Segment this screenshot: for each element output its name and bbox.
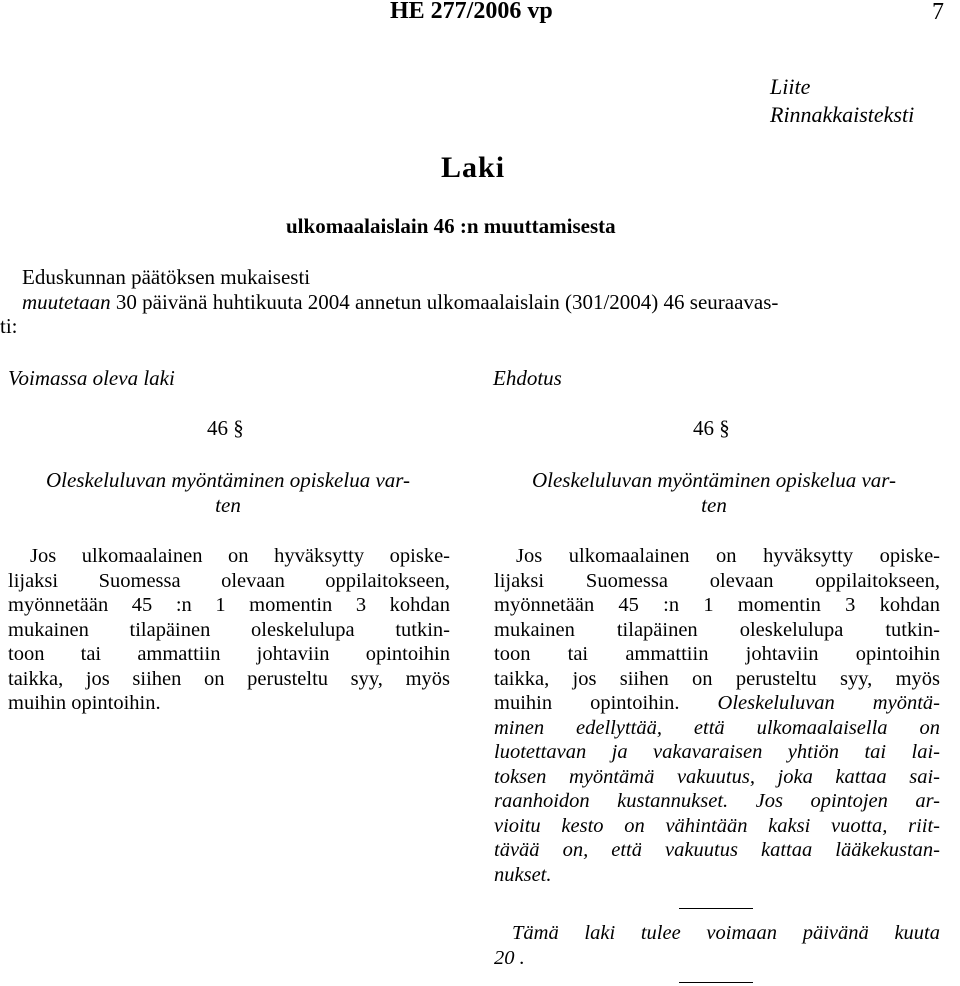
- right-body-amendment: raanhoidon kustannukset.: [494, 790, 729, 812]
- left-body-line: muihin opintoihin.: [8, 692, 161, 714]
- entry-into-force-line-2: 20 .: [494, 946, 525, 969]
- entry-into-force-line-1: Tämä laki tulee voimaan päivänä kuuta: [512, 922, 940, 944]
- right-body-line: Jos ulkomaalainen on hyväksytty opiske-: [516, 545, 940, 567]
- left-section-title: [8, 468, 448, 518]
- right-body-line: taikka, jos siihen on perusteltu syy, myös: [494, 667, 940, 690]
- right-body-line-mixed: [494, 789, 940, 814]
- left-body-line: mukainen tilapäinen oleskelulupa tutkin-: [8, 618, 450, 641]
- left-section-title-line-1: Oleskeluluvan myöntäminen opiskelua var-: [45, 468, 411, 492]
- right-body-amendment-line: minen edellyttää, että ulkomaalaisella on: [494, 716, 940, 739]
- right-body-line: myönnetään 45 :n 1 momentin 3 kohdan: [494, 594, 940, 616]
- right-column-body: [494, 544, 940, 887]
- left-body-line: toon tai ammattiin johtaviin opintoihin: [8, 643, 450, 665]
- intro-line-2: [22, 290, 778, 314]
- intro-line-2-text: 30 päivänä huhtikuuta 2004 annetun ulkomaalaislain (301/2004) 46 seuraavas-: [110, 290, 779, 314]
- right-body-amendment: Jos opintojen ar-: [728, 790, 940, 812]
- right-section-title-line-2: ten: [701, 493, 727, 517]
- left-body-line: myönnetään 45 :n 1 momentin 3 kohdan: [8, 594, 450, 616]
- intro-line-3: ti:: [0, 314, 18, 338]
- intro-line-1: Eduskunnan päätöksen mukaisesti: [22, 265, 311, 289]
- right-body-line: mukainen tilapäinen oleskelulupa tutkin-: [494, 618, 940, 641]
- left-body-line: Jos ulkomaalainen on hyväksytty opiske-: [30, 545, 450, 567]
- right-section-title-line-1: Oleskeluluvan myöntäminen opiskelua var-: [531, 468, 897, 492]
- right-column-heading: Ehdotus: [493, 366, 562, 390]
- page-number: 7: [932, 0, 944, 25]
- appendix-label: [770, 73, 914, 129]
- right-body-amendment-line: toksen myöntämä vakuutus, joka kattaa sai-: [494, 765, 940, 788]
- right-body-amendment-line: luotettavan ja vakavaraisen yhtiön tai lai-: [494, 741, 940, 763]
- law-title: Laki: [441, 151, 506, 184]
- right-body-plain: muihin opintoihin.: [494, 692, 718, 714]
- entry-into-force: [494, 921, 940, 970]
- right-section-number: 46 §: [693, 416, 730, 440]
- left-section-title-line-2: ten: [215, 493, 241, 517]
- right-body-amendment: Oleskeluluvan myöntä-: [717, 692, 940, 714]
- intro-verb: muutetaan: [22, 290, 111, 314]
- right-body-line: lijaksi Suomessa olevaan oppilaitokseen,: [494, 569, 940, 592]
- left-body-line: lijaksi Suomessa olevaan oppilaitokseen,: [8, 569, 450, 592]
- separator-rule-top: [679, 908, 753, 909]
- appendix-line-1: Liite: [770, 74, 811, 99]
- right-body-line: toon tai ammattiin johtaviin opintoihin: [494, 643, 940, 665]
- law-subtitle: ulkomaalaislain 46 :n muuttamisesta: [286, 214, 616, 238]
- right-body-amendment-line: tävää on, että vakuutus kattaa lääkekustan-: [494, 839, 940, 861]
- separator-rule-bottom: [679, 982, 753, 983]
- document-id: HE 277/2006 vp: [390, 0, 553, 24]
- right-body-amendment-line: nukset.: [494, 863, 552, 886]
- left-column-body: [8, 544, 450, 716]
- right-body-line-mixed: [494, 691, 940, 716]
- appendix-line-2: Rinnakkaisteksti: [770, 102, 915, 127]
- right-section-title: [494, 468, 934, 518]
- right-body-amendment-line: vioitu kesto on vähintään kaksi vuotta, riit-: [494, 814, 940, 837]
- left-body-line: taikka, jos siihen on perusteltu syy, myös: [8, 667, 450, 690]
- left-column-heading: Voimassa oleva laki: [8, 366, 175, 390]
- left-section-number: 46 §: [207, 416, 244, 440]
